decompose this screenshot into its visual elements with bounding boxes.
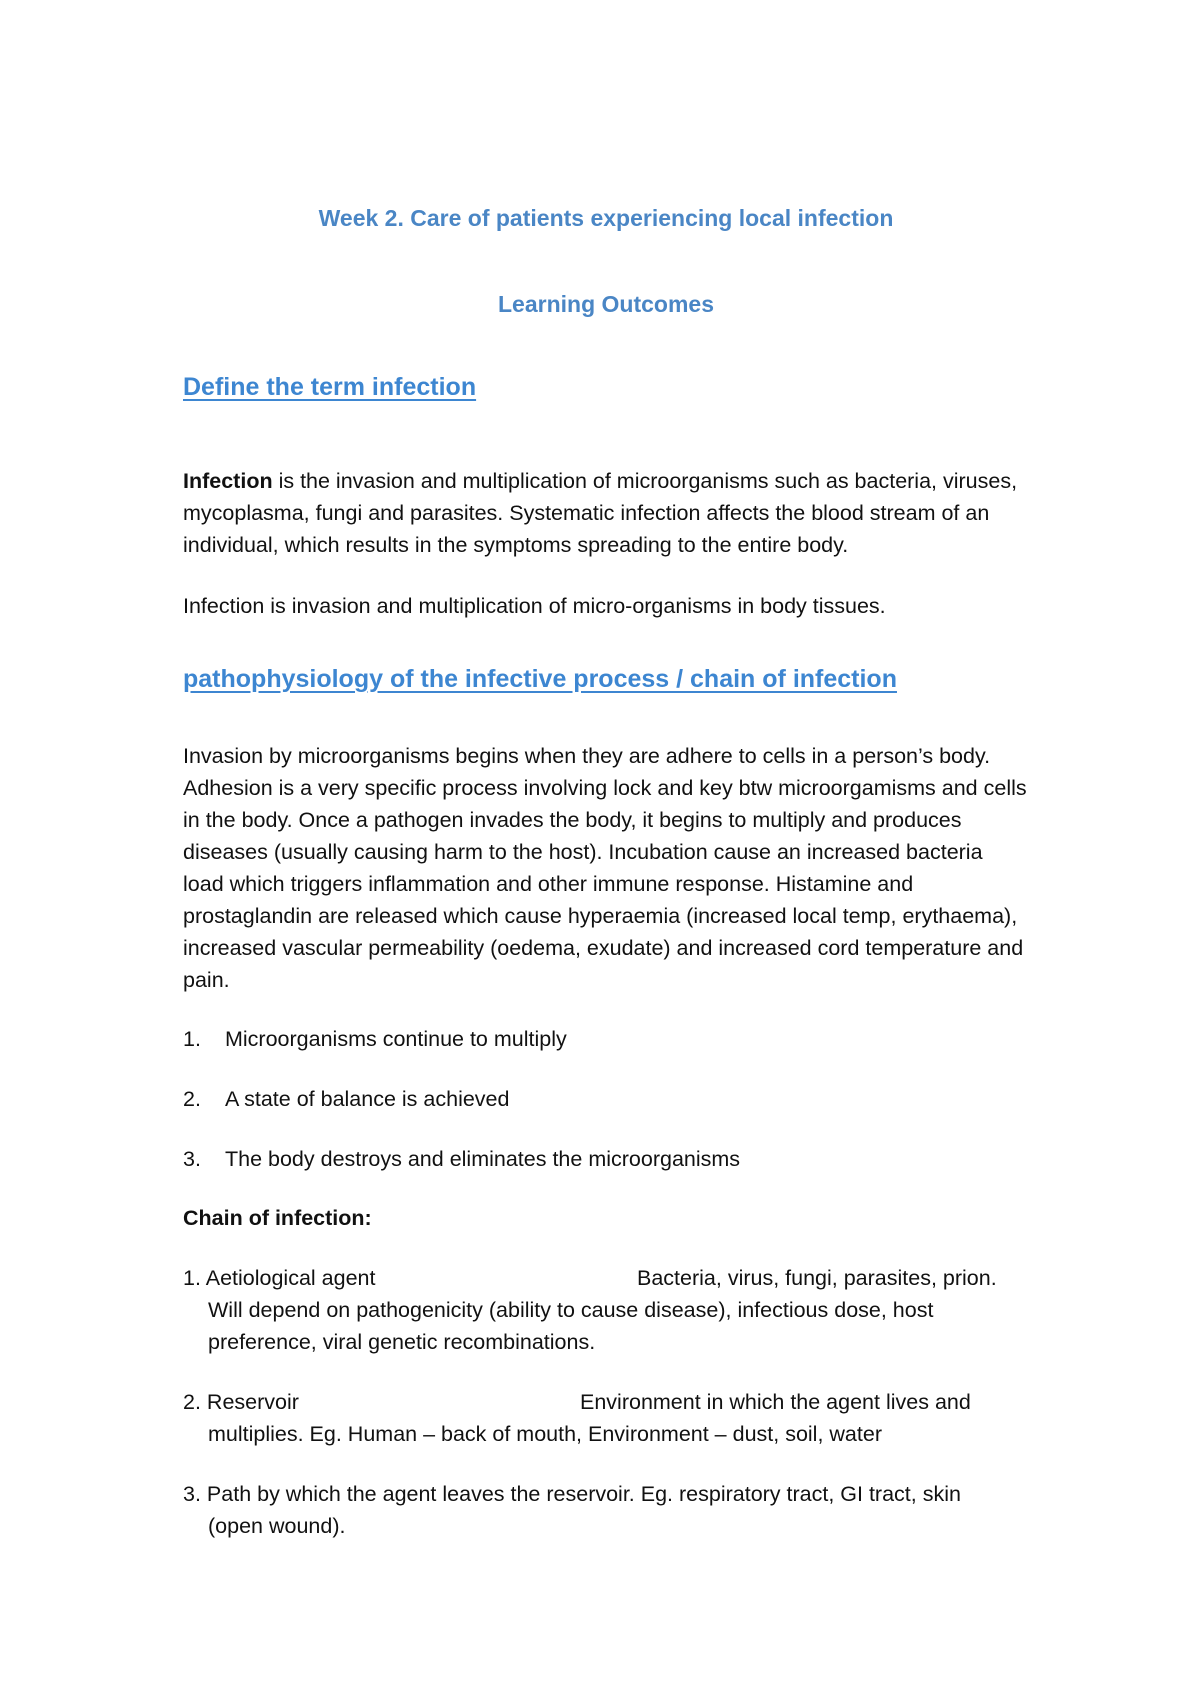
outcome-number: 3. bbox=[183, 1147, 201, 1171]
section-heading-define[interactable]: Define the term infection bbox=[183, 373, 477, 401]
chain-item-description: Environment in which the agent lives and bbox=[580, 1390, 971, 1414]
define-paragraph-1-text: is the invasion and multiplication of microorganisms such as bacteria, viruses, mycoplasma, fungi and parasites. Systematic infection affects the blood stream of an individual, which results in the symptoms spreading to the entire body. bbox=[183, 469, 1018, 557]
outcome-text: Microorganisms continue to multiply bbox=[225, 1027, 567, 1051]
define-paragraph-2: Infection is invasion and multiplication of micro-organisms in body tissues. bbox=[183, 594, 886, 618]
chain-item-continuation: multiplies. Eg. Human – back of mouth, Environment – dust, soil, water bbox=[208, 1422, 882, 1446]
outcome-text: The body destroys and eliminates the microorganisms bbox=[225, 1147, 741, 1171]
chain-item-number: 1. bbox=[183, 1266, 201, 1290]
chain-item-description: Bacteria, virus, fungi, parasites, prion. bbox=[637, 1266, 997, 1290]
document-subtitle: Learning Outcomes bbox=[498, 291, 714, 317]
chain-list-item bbox=[183, 1386, 1043, 1450]
chain-list-item bbox=[183, 1262, 1043, 1358]
chain-item-label: Aetiological agent bbox=[205, 1266, 376, 1290]
define-paragraph-1 bbox=[183, 465, 1028, 561]
outcome-number: 1. bbox=[183, 1027, 201, 1051]
chain-item-continuation: (open wound). bbox=[208, 1514, 346, 1538]
outcome-list-item bbox=[183, 1143, 740, 1175]
chain-item-number: 3. bbox=[183, 1482, 201, 1506]
define-term-bold: Infection bbox=[183, 469, 273, 493]
outcome-list-item bbox=[183, 1083, 509, 1115]
chain-list-item bbox=[183, 1478, 1043, 1542]
chain-item-label: Reservoir bbox=[206, 1390, 299, 1414]
pathophysiology-paragraph: Invasion by microorganisms begins when they are adhere to cells in a person’s body. Adhesion is a very specific process involving lock and key btw microorgamisms and cells in the body. Once a pathogen invades the body, it begins to multiply and produces diseases (usually causing harm to the host). Incubation cause an increased bacteria load which triggers inflammation and other immune response. Histamine and prostaglandin are released which cause hyperaemia (increased local temp, erythaema), increased vascular permeability (oedema, exudate) and increased cord temperature and pain. bbox=[183, 744, 1027, 992]
chain-of-infection-heading: Chain of infection: bbox=[183, 1206, 372, 1230]
outcome-list-item bbox=[183, 1023, 567, 1055]
document-title: Week 2. Care of patients experiencing local infection bbox=[318, 205, 894, 231]
section-heading-pathophysiology[interactable]: pathophysiology of the infective process / chain of infection bbox=[183, 665, 897, 693]
chain-item-label: Path by which the agent leaves the reservoir. Eg. respiratory tract, GI tract, skin bbox=[206, 1482, 961, 1506]
outcome-text: A state of balance is achieved bbox=[225, 1087, 510, 1111]
chain-item-continuation: Will depend on pathogenicity (ability to cause disease), infectious dose, host preference, viral genetic recombinations. bbox=[208, 1298, 934, 1354]
chain-item-number: 2. bbox=[183, 1390, 201, 1414]
outcome-number: 2. bbox=[183, 1087, 201, 1111]
